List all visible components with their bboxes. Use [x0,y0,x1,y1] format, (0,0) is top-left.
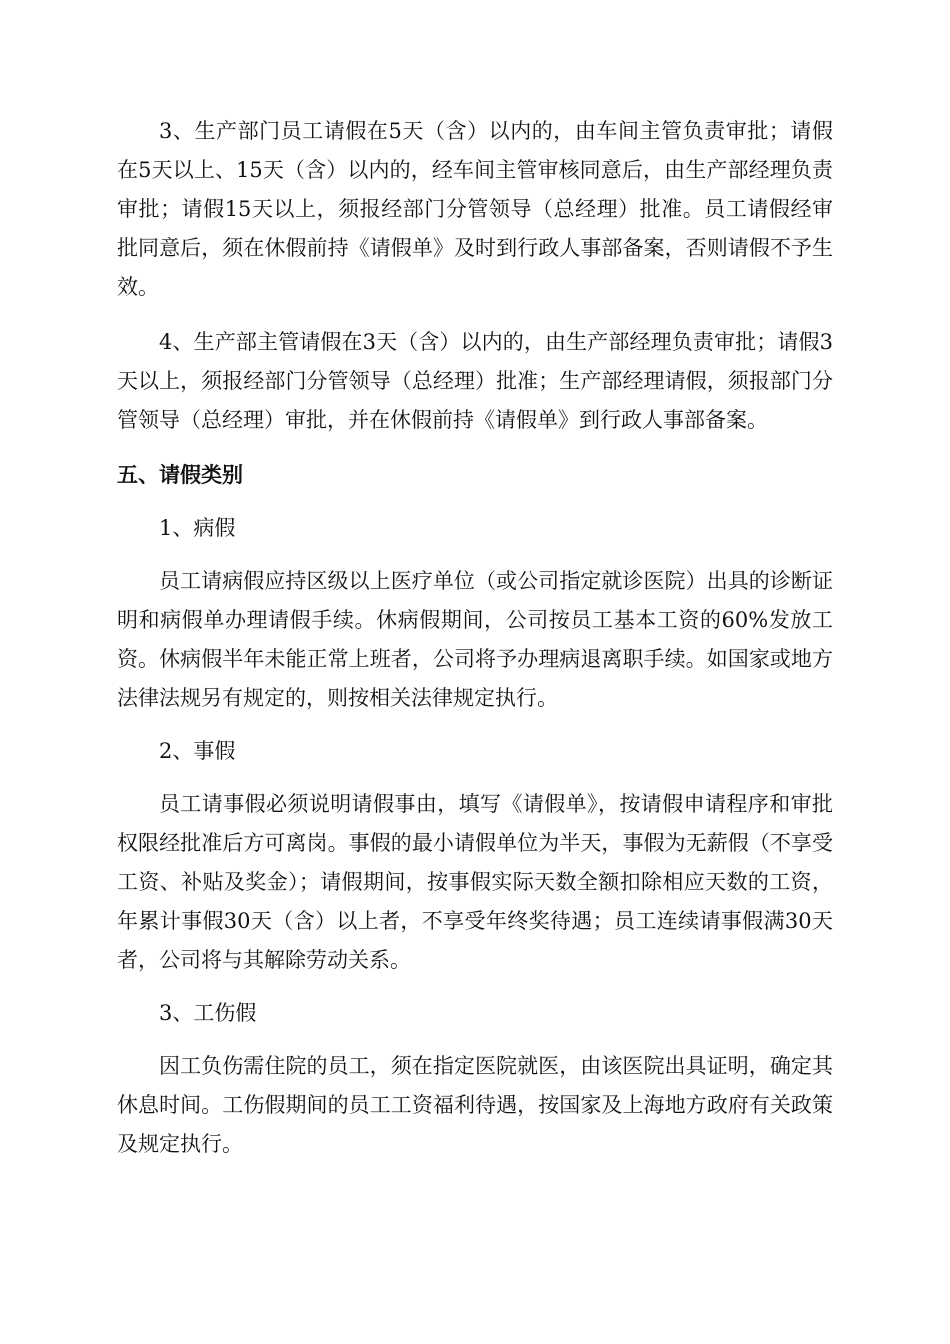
paragraph-rule-4: 4、生产部主管请假在3天（含）以内的，由生产部经理负责审批；请假3天以上，须报经部门分管领导（总经理）批准；生产部经理请假，须报部门分管领导（总经理）审批，并在休假前持《请假单》到行政人事部备案。 [117,330,833,432]
paragraph-injury-leave: 因工负伤需住院的员工，须在指定医院就医，由该医院出具证明，确定其休息时间。工伤假期间的员工工资福利待遇，按国家及上海地方政府有关政策及规定执行。 [117,1054,833,1156]
subheading-injury-leave: 3、工伤假 [159,1001,257,1025]
paragraph-sick-leave: 员工请病假应持区级以上医疗单位（或公司指定就诊医院）出具的诊断证明和病假单办理请假手续。休病假期间，公司按员工基本工资的60%发放工资。休病假半年未能正常上班者，公司将予办理病退离职手续。如国家或地方法律法规另有规定的，则按相关法律规定执行。 [117,569,833,710]
subheading-sick-leave: 1、病假 [159,516,236,540]
paragraph-rule-3: 3、生产部门员工请假在5天（含）以内的，由车间主管负责审批；请假在5天以上、15天（含）以内的，经车间主管审核同意后，由生产部经理负责审批；请假15天以上，须报经部门分管领导（总经理）批准。员工请假经审批同意后，须在休假前持《请假单》及时到行政人事部备案，否则请假不予生效。 [117,119,833,299]
paragraph-personal-leave: 员工请事假必须说明请假事由，填写《请假单》，按请假申请程序和审批权限经批准后方可离岗。事假的最小请假单位为半天，事假为无薪假（不享受工资、补贴及奖金）；请假期间，按事假实际天数全额扣除相应天数的工资，年累计事假30天（含）以上者，不享受年终奖待遇；员工连续请事假满30天者，公司将与其解除劳动关系。 [117,792,833,972]
subheading-personal-leave: 2、事假 [159,739,236,763]
document-page [117,112,833,1164]
section-heading-leave-types: 五、请假类别 [117,463,243,487]
